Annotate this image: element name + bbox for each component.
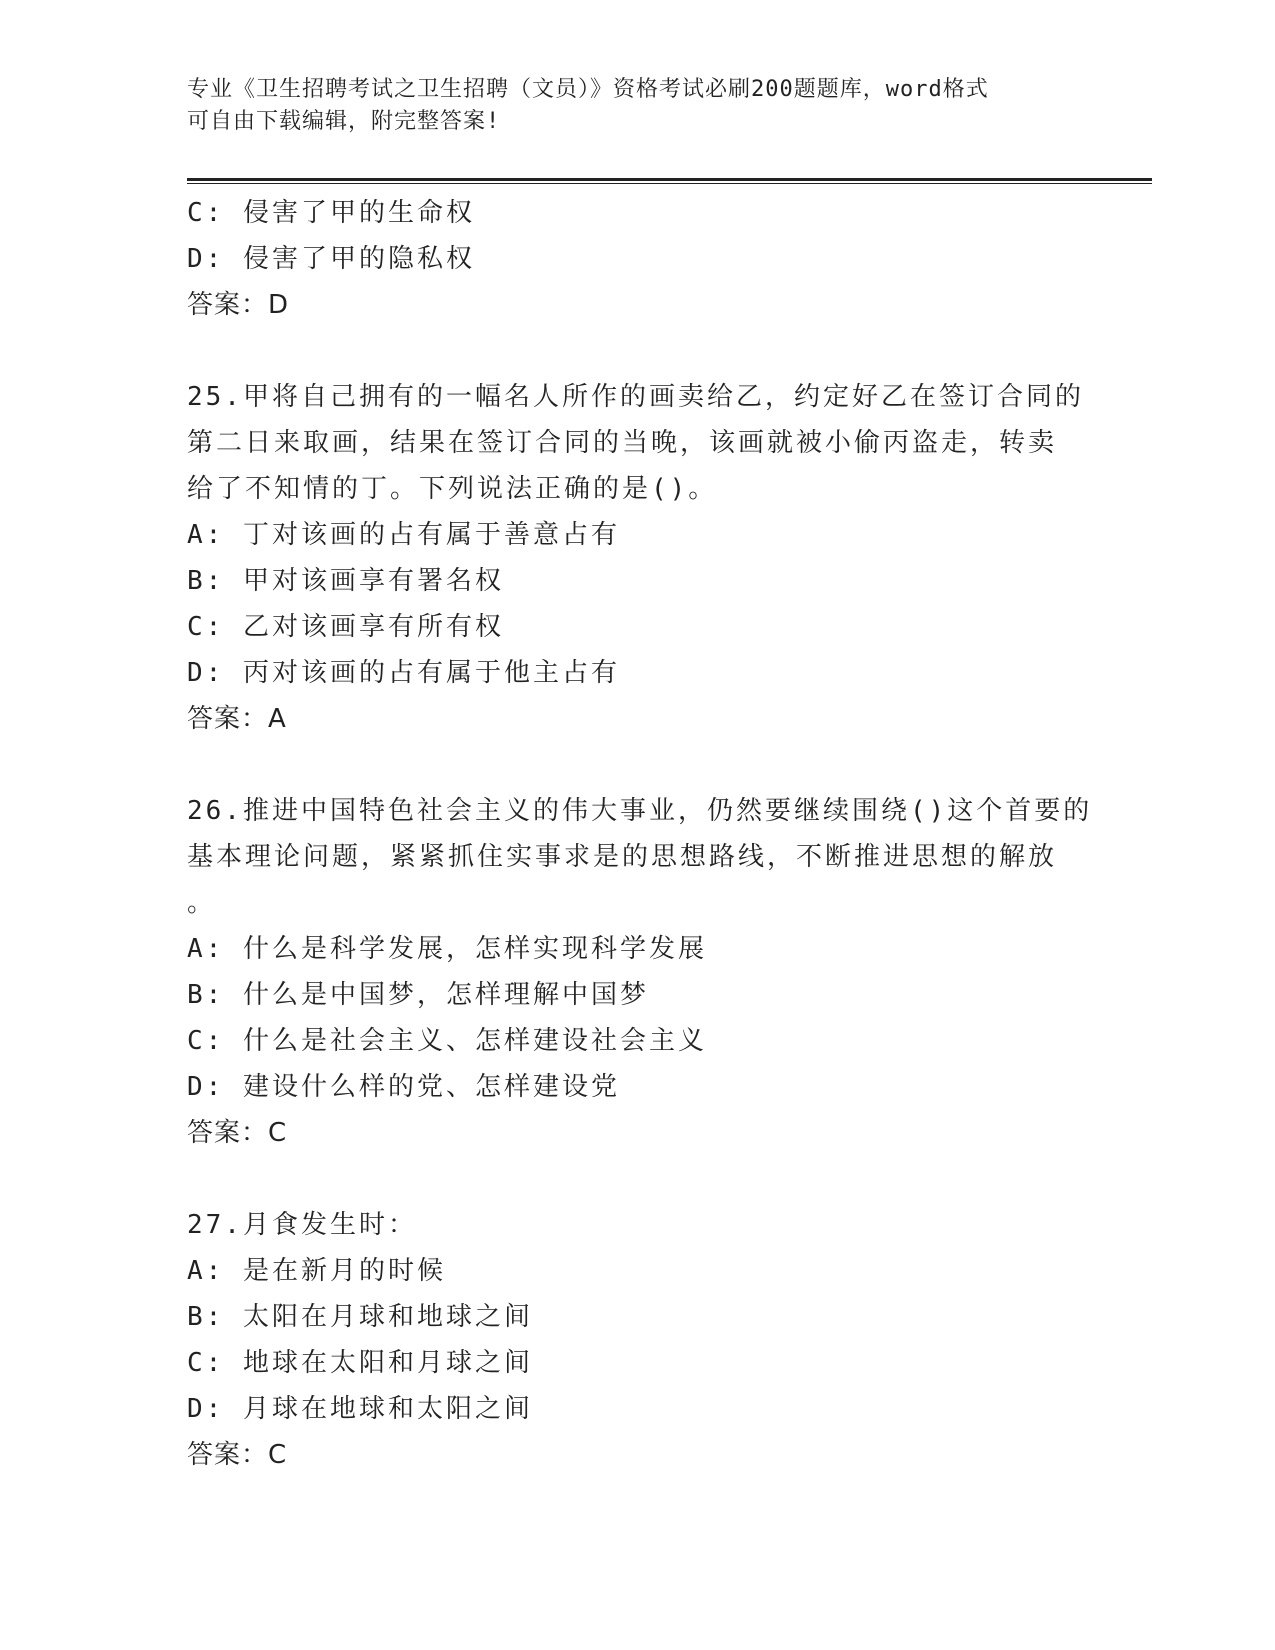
- header-line-1: 专业《卫生招聘考试之卫生招聘（文员）》资格考试必刷200题题库，word格式: [187, 77, 989, 102]
- document-header: [187, 74, 1067, 138]
- question-27-option-d: D: 月球在地球和太阳之间: [187, 1394, 533, 1424]
- question-26-option-d: D: 建设什么样的党、怎样建设党: [187, 1072, 620, 1102]
- question-26-option-a: A: 什么是科学发展，怎样实现科学发展: [187, 934, 707, 964]
- question-26-stem-line-1: 26.推进中国特色社会主义的伟大事业，仍然要继续围绕()这个首要的: [187, 796, 1093, 826]
- spacer: [187, 328, 1087, 374]
- question-25-stem-line-2: 第二日来取画，结果在签订合同的当晚，该画就被小偷丙盗走，转卖: [187, 428, 1058, 458]
- question-26: [187, 788, 1093, 1156]
- question-25-answer: 答案：A: [187, 704, 287, 734]
- question-25: [187, 374, 1087, 742]
- question-25-stem-line-1: 25.甲将自己拥有的一幅名人所作的画卖给乙，约定好乙在签订合同的: [187, 382, 1084, 412]
- question-27-stem-line-1: 27.月食发生时：: [187, 1210, 417, 1240]
- spacer: [187, 1156, 1087, 1202]
- question-26-answer: 答案：C: [187, 1118, 288, 1148]
- question-list: [187, 190, 1093, 1478]
- header-line-2: 可自由下载编辑，附完整答案!: [187, 109, 501, 134]
- question-26-option-b: B: 什么是中国梦，怎样理解中国梦: [187, 980, 649, 1010]
- question-26-stem-line-3: 。: [187, 888, 217, 918]
- question-27-option-b: B: 太阳在月球和地球之间: [187, 1302, 533, 1332]
- question-24-answer: 答案：D: [187, 290, 290, 320]
- question-24-option-c: C: 侵害了甲的生命权: [187, 198, 475, 228]
- question-24: [187, 190, 1087, 328]
- question-25-option-c: C: 乙对该画享有所有权: [187, 612, 504, 642]
- header-rule-thick: [187, 178, 1152, 181]
- question-26-stem-line-2: 基本理论问题，紧紧抓住实事求是的思想路线，不断推进思想的解放: [187, 842, 1058, 872]
- question-25-option-b: B: 甲对该画享有署名权: [187, 566, 504, 596]
- question-27-option-a: A: 是在新月的时候: [187, 1256, 446, 1286]
- question-27: [187, 1202, 1087, 1478]
- question-25-option-a: A: 丁对该画的占有属于善意占有: [187, 520, 620, 550]
- question-27-answer: 答案：C: [187, 1440, 288, 1470]
- question-25-option-d: D: 丙对该画的占有属于他主占有: [187, 658, 620, 688]
- spacer: [187, 742, 1087, 788]
- question-27-option-c: C: 地球在太阳和月球之间: [187, 1348, 533, 1378]
- question-26-option-c: C: 什么是社会主义、怎样建设社会主义: [187, 1026, 707, 1056]
- question-24-option-d: D: 侵害了甲的隐私权: [187, 244, 475, 274]
- question-25-stem-line-3: 给了不知情的丁。下列说法正确的是()。: [187, 474, 718, 504]
- header-rule-thin: [187, 183, 1152, 184]
